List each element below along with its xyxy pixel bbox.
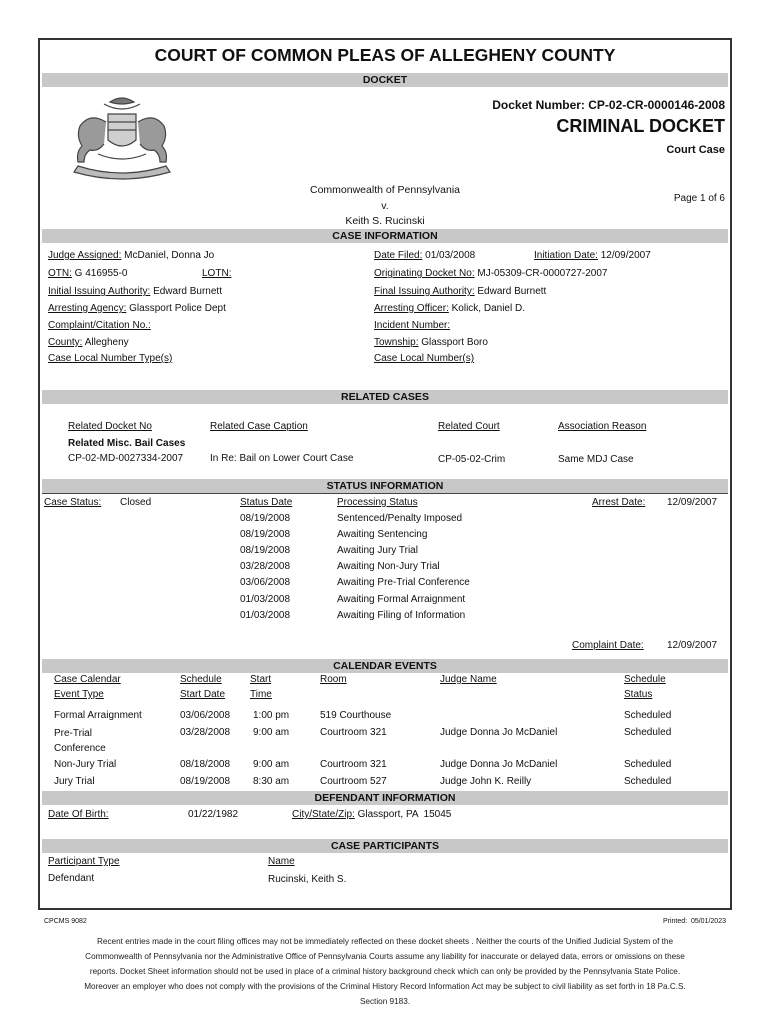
form-id: CPCMS 9082 <box>44 918 87 925</box>
col-related-caption: Related Case Caption <box>210 421 308 432</box>
status-row-status: Awaiting Formal Arraignment <box>337 594 466 605</box>
status-row-status: Sentenced/Penalty Imposed <box>337 513 463 524</box>
col-related-docket: Related Docket No <box>68 421 152 432</box>
col-room: Room <box>320 674 347 685</box>
calendar-events-bar: CALENDAR EVENTS <box>42 659 728 673</box>
docket-number: Docket Number: CP-02-CR-0000146-2008 <box>492 98 725 112</box>
calendar-row-type: Pre-Trial <box>54 728 92 739</box>
docket-bar: DOCKET <box>42 73 728 87</box>
col-participant-type: Participant Type <box>48 856 120 867</box>
related-group-label: Related Misc. Bail Cases <box>68 438 186 449</box>
calendar-row-type-cont: Conference <box>54 743 106 754</box>
status-row-date: 03/28/2008 <box>240 561 291 572</box>
related-row-docket: CP-02-MD-0027334-2007 <box>68 453 184 464</box>
printed-date: Printed: 05/01/2023 <box>662 918 726 925</box>
calendar-row-status: Scheduled <box>624 710 672 721</box>
caption-versus: v. <box>381 200 389 212</box>
related-row-reason: Same MDJ Case <box>558 454 634 465</box>
city-state-zip: City/State/Zip: Glassport, PA 15045 <box>292 809 452 820</box>
court-case-label: Court Case <box>666 144 725 156</box>
lotn-label: LOTN: <box>202 268 232 279</box>
township: Township: Glassport Boro <box>374 337 488 348</box>
calendar-row-time: 8:30 am <box>253 776 290 787</box>
col-start-1: Start <box>250 674 272 685</box>
status-row-date: 08/19/2008 <box>240 545 291 556</box>
calendar-row-type: Formal Arraignment <box>54 710 142 721</box>
calendar-row-time: 9:00 am <box>253 759 290 770</box>
col-event-type-2: Event Type <box>54 689 104 700</box>
col-participant-name: Name <box>268 856 295 867</box>
calendar-row-judge: Judge Donna Jo McDaniel <box>440 727 558 738</box>
participant-row-name: Rucinski, Keith S. <box>268 874 347 885</box>
col-status-date: Status Date <box>240 497 293 508</box>
calendar-row-room: Courtroom 321 <box>320 759 387 770</box>
case-local-number-type-label: Case Local Number Type(s) <box>48 353 173 364</box>
calendar-row-date: 08/18/2008 <box>180 759 231 770</box>
initiation-date: Initiation Date: 12/09/2007 <box>534 250 651 261</box>
defendant-information-bar: DEFENDANT INFORMATION <box>42 791 728 805</box>
judge-assigned: Judge Assigned: McDaniel, Donna Jo <box>48 250 215 261</box>
case-local-number-label: Case Local Number(s) <box>374 353 475 364</box>
case-participants-bar: CASE PARTICIPANTS <box>42 839 728 853</box>
complaint-date-value: 12/09/2007 <box>667 640 718 651</box>
calendar-row-room: Courtroom 321 <box>320 727 387 738</box>
col-related-court: Related Court <box>438 421 500 432</box>
calendar-row-judge: Judge Donna Jo McDaniel <box>440 759 558 770</box>
col-start-2: Time <box>250 689 272 700</box>
calendar-row-type: Jury Trial <box>54 776 95 787</box>
status-row-status: Awaiting Filing of Information <box>337 610 466 621</box>
case-information-bar: CASE INFORMATION <box>42 229 728 243</box>
docket-frame <box>38 38 732 910</box>
col-processing-status: Processing Status <box>337 497 418 508</box>
pennsylvania-seal-icon <box>58 92 186 180</box>
calendar-row-status: Scheduled <box>624 759 672 770</box>
calendar-row-time: 1:00 pm <box>253 710 290 721</box>
date-filed: Date Filed: 01/03/2008 <box>374 250 476 261</box>
status-row-date: 01/03/2008 <box>240 610 291 621</box>
caption-plaintiff: Commonwealth of Pennsylvania <box>310 184 460 196</box>
col-event-type-1: Case Calendar <box>54 674 121 685</box>
status-row-status: Awaiting Pre-Trial Conference <box>337 577 470 588</box>
disclaimer-text: Recent entries made in the court filing offices may not be immediately reflected on these docket sheets . Neither the courts of the Unified Judicial System of the Commonwealth of Pennsylvania nor the Administrative Office of Pennsylvania Courts assume any liability for inaccurate or delayed data, errors or omissions on these reports. Docket Sheet information should not be used in place of a criminal history background check which can only be provided by the Pennsylvania State Police. Moreover an employer who does not comply with the provisions of the Criminal History Record Information Act may be subject to civil liability as set forth in 18 Pa.C.S. Section 9183. <box>84 937 686 1006</box>
col-judge-name: Judge Name <box>440 674 497 685</box>
initial-issuing-authority: Initial Issuing Authority: Edward Burnett <box>48 286 222 297</box>
calendar-row-time: 9:00 am <box>253 727 290 738</box>
status-row-status: Awaiting Non-Jury Trial <box>337 561 440 572</box>
col-schedule-status-1: Schedule <box>624 674 666 685</box>
final-issuing-authority: Final Issuing Authority: Edward Burnett <box>374 286 547 297</box>
dob-label: Date Of Birth: <box>48 809 109 820</box>
otn: OTN: G 416955-0 <box>48 268 128 279</box>
status-row-status: Awaiting Jury Trial <box>337 545 418 556</box>
originating-docket: Originating Docket No: MJ-05309-CR-0000727-2007 <box>374 268 608 279</box>
case-status-value: Closed <box>120 497 152 508</box>
calendar-row-date: 03/28/2008 <box>180 727 231 738</box>
arrest-date-value: 12/09/2007 <box>667 497 718 508</box>
status-row-date: 08/19/2008 <box>240 513 291 524</box>
calendar-row-room: 519 Courthouse <box>320 710 392 721</box>
caption-defendant: Keith S. Rucinski <box>345 215 425 227</box>
status-row-date: 01/03/2008 <box>240 594 291 605</box>
calendar-row-judge: Judge John K. Reilly <box>440 776 532 787</box>
dob-value: 01/22/1982 <box>188 809 239 820</box>
complaint-date-label: Complaint Date: <box>572 640 644 651</box>
related-cases-bar: RELATED CASES <box>42 390 728 404</box>
col-association-reason: Association Reason <box>558 421 647 432</box>
calendar-row-date: 03/06/2008 <box>180 710 231 721</box>
calendar-row-type: Non-Jury Trial <box>54 759 117 770</box>
col-schedule-1: Schedule <box>180 674 222 685</box>
status-row-date: 03/06/2008 <box>240 577 291 588</box>
incident-number-label: Incident Number: <box>374 320 451 331</box>
col-schedule-2: Start Date <box>180 689 226 700</box>
arresting-officer: Arresting Officer: Kolick, Daniel D. <box>374 303 525 314</box>
calendar-row-room: Courtroom 527 <box>320 776 387 787</box>
arresting-agency: Arresting Agency: Glassport Police Dept <box>48 303 226 314</box>
col-schedule-status-2: Status <box>624 689 653 700</box>
page-label: Page 1 of 6 <box>673 193 725 204</box>
docket-type: CRIMINAL DOCKET <box>556 116 725 136</box>
arrest-date-label: Arrest Date: <box>592 497 646 508</box>
participant-row-type: Defendant <box>48 873 95 884</box>
status-row-status: Awaiting Sentencing <box>337 529 428 540</box>
complaint-citation-label: Complaint/Citation No.: <box>48 320 151 331</box>
court-title: COURT OF COMMON PLEAS OF ALLEGHENY COUNTY <box>154 45 616 65</box>
related-row-caption: In Re: Bail on Lower Court Case <box>210 453 354 464</box>
calendar-row-status: Scheduled <box>624 727 672 738</box>
status-information-bar: STATUS INFORMATION <box>42 479 728 493</box>
calendar-row-date: 08/19/2008 <box>180 776 231 787</box>
related-row-court: CP-05-02-Crim <box>438 454 506 465</box>
calendar-row-status: Scheduled <box>624 776 672 787</box>
case-status-label: Case Status: <box>44 497 102 508</box>
status-row-date: 08/19/2008 <box>240 529 291 540</box>
county: County: Allegheny <box>48 337 129 348</box>
